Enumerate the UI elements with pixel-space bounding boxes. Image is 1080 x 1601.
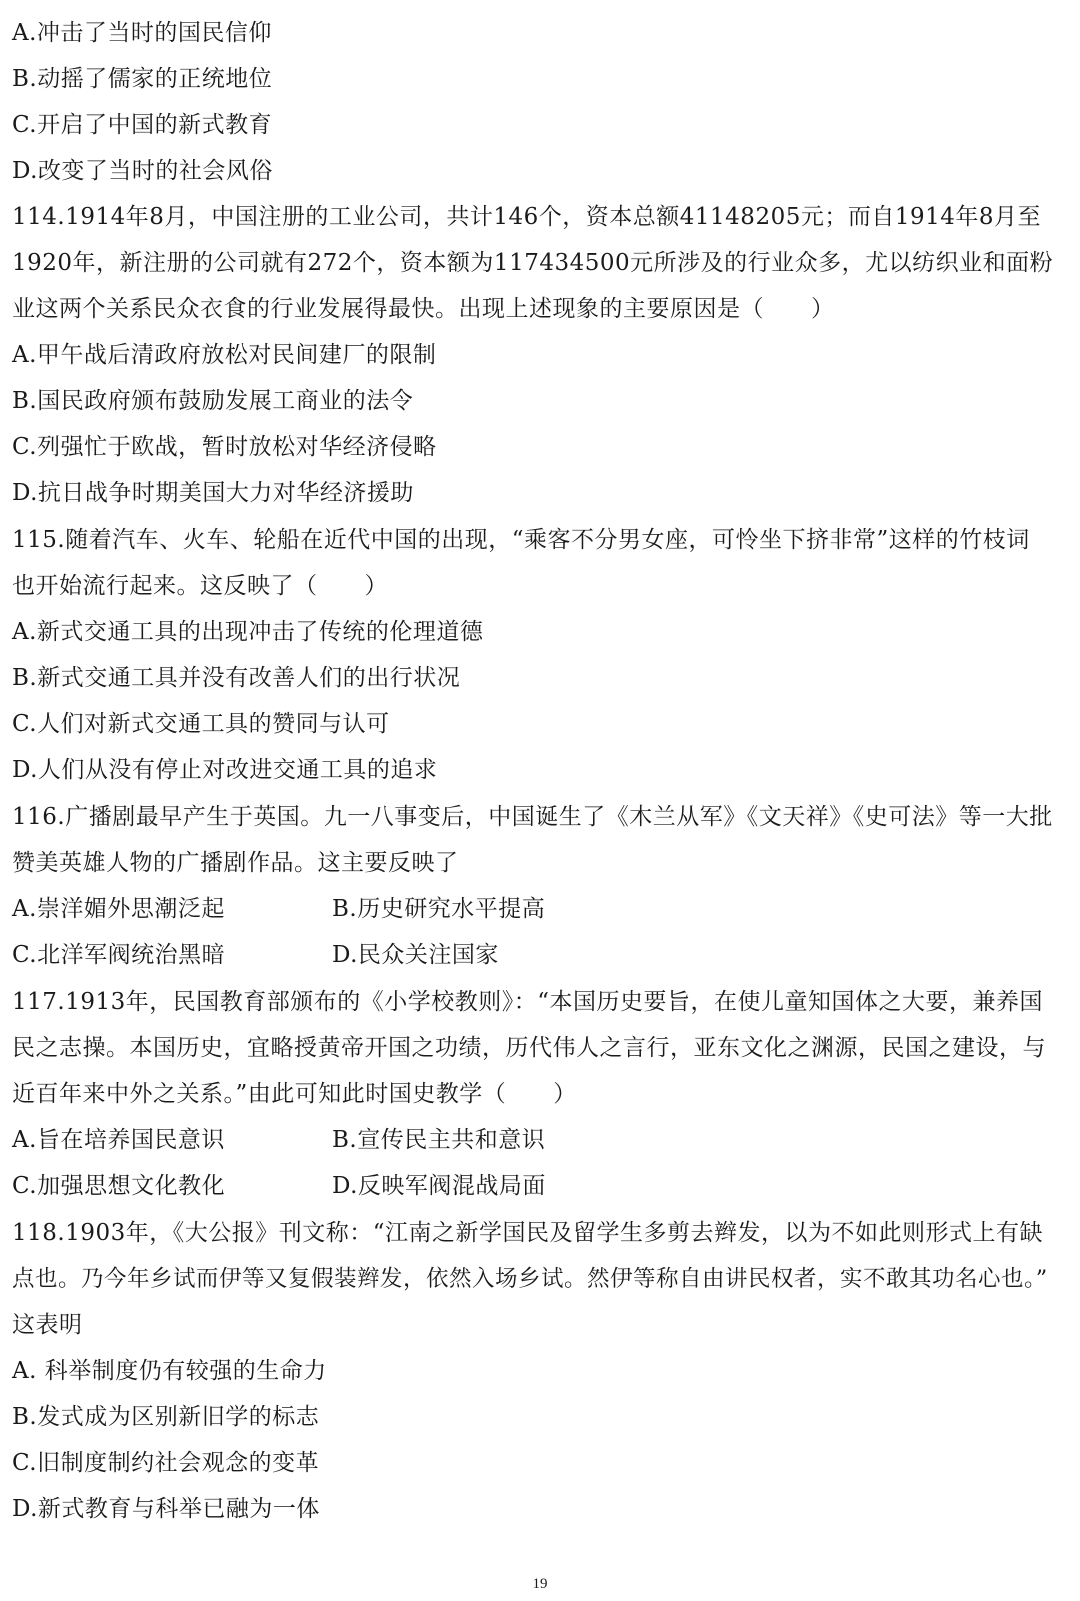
- q116-options-row-1: [12, 894, 1056, 924]
- q113-option-a: A.冲击了当时的国民信仰: [12, 20, 272, 46]
- q118-option-d: D.新式教育与科举已融为一体: [12, 1496, 320, 1522]
- q118-stem-line-1: 118.1903年，《大公报》刊文称：“江南之新学国民及留学生多剪去辫发，以为不如此则形式上有缺: [12, 1220, 1044, 1246]
- q114-option-a: A.甲午战后清政府放松对民间建厂的限制: [12, 342, 437, 368]
- q115-option-c: C.人们对新式交通工具的赞同与认可: [12, 711, 390, 737]
- q117-stem-line-2: 民之志操。本国历史，宜略授黄帝开国之功绩，历代伟人之言行，亚东文化之渊源，民国之建设，与: [12, 1035, 1046, 1061]
- q118-option-c: C.旧制度制约社会观念的变革: [12, 1450, 320, 1476]
- q113-option-c: C.开启了中国的新式教育: [12, 112, 273, 138]
- q118-stem-line-2: 点也。乃今年乡试而伊等又复假装辫发，依然入场乡试。然伊等称自由讲民权者，实不敢其功名心也。”: [12, 1266, 1048, 1292]
- q117-stem-line-3: 近百年来中外之关系。”由此可知此时国史教学（ ）: [12, 1081, 577, 1107]
- q115-stem-line-2: 也开始流行起来。这反映了（ ）: [12, 573, 388, 599]
- q118-stem-line-3: 这表明: [12, 1312, 83, 1338]
- q114-option-d: D.抗日战争时期美国大力对华经济援助: [12, 480, 414, 506]
- q116-stem-line-2: 赞美英雄人物的广播剧作品。这主要反映了: [12, 850, 459, 876]
- q114-option-b: B.国民政府颁布鼓励发展工商业的法令: [12, 388, 414, 414]
- q114-stem-line-2: 1920年，新注册的公司就有272个，资本额为117434500元所涉及的行业众多，尤以纺织业和面粉: [12, 250, 1054, 276]
- q116-option-d: D.民众关注国家: [332, 942, 499, 968]
- q116-option-a: A.崇洋媚外思潮泛起: [12, 896, 225, 922]
- q113-option-b: B.动摇了儒家的正统地位: [12, 66, 273, 92]
- q116-option-c: C.北洋军阀统治黑暗: [12, 942, 226, 968]
- q117-option-c: C.加强思想文化教化: [12, 1173, 226, 1199]
- q115-option-b: B.新式交通工具并没有改善人们的出行状况: [12, 665, 461, 691]
- q116-options-row-2: [12, 940, 1056, 970]
- q115-stem-line-1: 115.随着汽车、火车、轮船在近代中国的出现，“乘客不分男女座，可怜坐下挤非常”这样的竹枝词: [12, 527, 1030, 553]
- q118-option-a: A. 科举制度仍有较强的生命力: [12, 1358, 327, 1384]
- q117-option-d: D.反映军阀混战局面: [332, 1173, 546, 1199]
- q113-option-d: D.改变了当时的社会风俗: [12, 158, 273, 184]
- q117-option-b: B.宣传民主共和意识: [332, 1127, 546, 1153]
- q117-option-a: A.旨在培养国民意识: [12, 1127, 225, 1153]
- q115-option-d: D.人们从没有停止对改进交通工具的追求: [12, 757, 438, 783]
- q116-option-b: B.历史研究水平提高: [332, 896, 546, 922]
- q117-stem-line-1: 117.1913年，民国教育部颁布的《小学校教则》：“本国历史要旨，在使儿童知国体之大要，兼养国: [12, 989, 1044, 1015]
- q114-stem-line-1: 114.1914年8月，中国注册的工业公司，共计146个，资本总额41148205元；而自1914年8月至: [12, 204, 1042, 230]
- q117-options-row-1: [12, 1125, 1056, 1155]
- q116-stem-line-1: 116.广播剧最早产生于英国。九一八事变后，中国诞生了《木兰从军》《文天祥》《史可法》等一大批: [12, 804, 1053, 830]
- q117-options-row-2: [12, 1171, 1056, 1201]
- q114-stem-line-3: 业这两个关系民众衣食的行业发展得最快。出现上述现象的主要原因是（ ）: [12, 296, 835, 322]
- page-number: 19: [532, 1576, 548, 1592]
- q114-option-c: C.列强忙于欧战，暂时放松对华经济侵略: [12, 434, 437, 460]
- q115-option-a: A.新式交通工具的出现冲击了传统的伦理道德: [12, 619, 484, 645]
- q118-option-b: B.发式成为区别新旧学的标志: [12, 1404, 320, 1430]
